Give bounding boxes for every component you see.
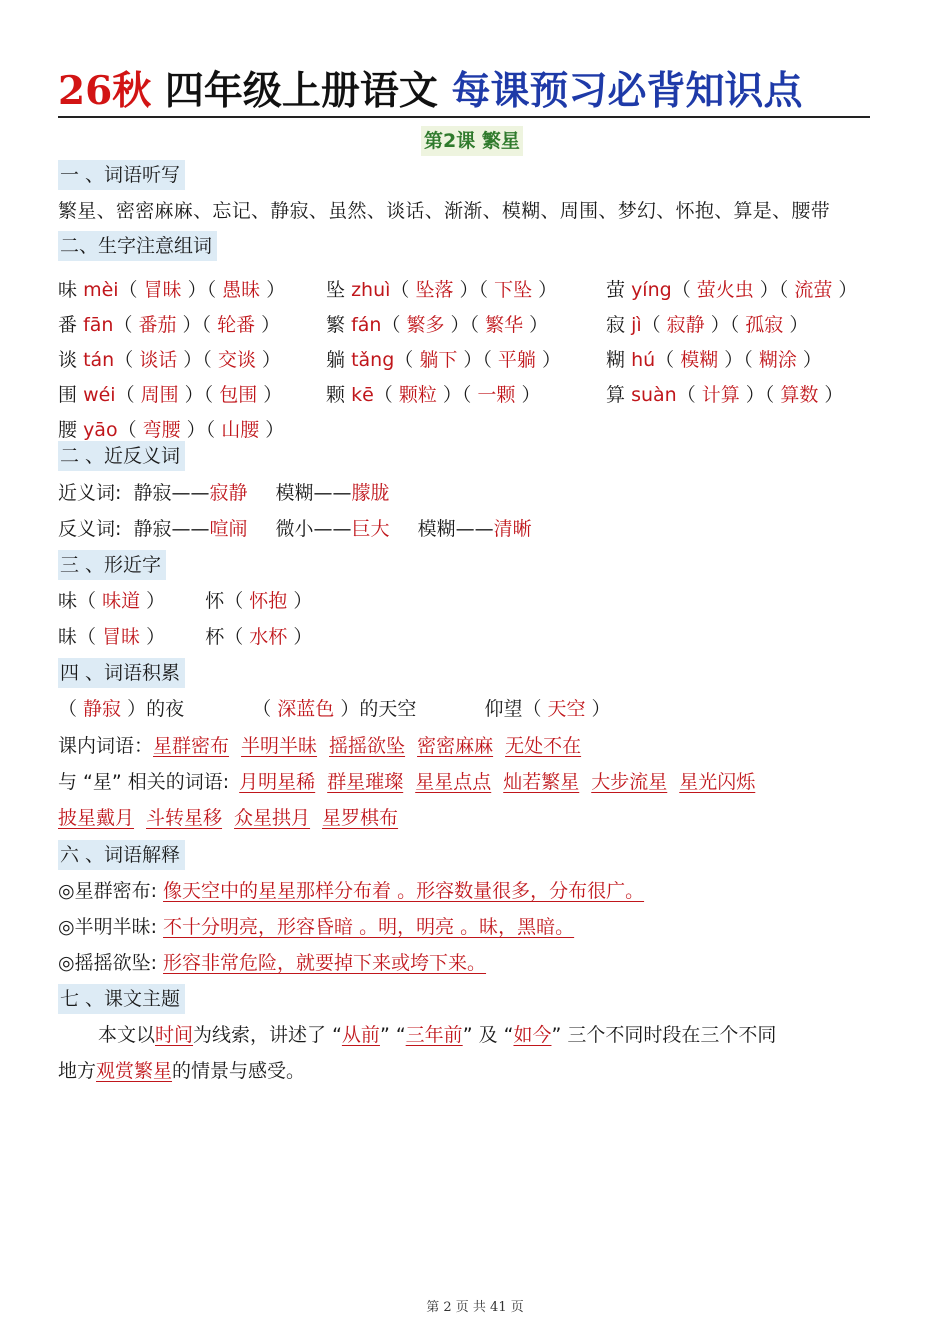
- compound-word: 交谈: [217, 349, 256, 371]
- character-entry: 番 fān（ 番茄 ）（ 轮番 ）: [58, 314, 281, 336]
- vocab-word: 星光闪烁: [679, 771, 756, 793]
- theme-text: ” 及 “: [462, 1024, 514, 1046]
- character: 味: [58, 279, 78, 301]
- vocab-word: 斗转星移: [146, 807, 223, 829]
- character-entry: 腰 yāo（ 弯腰 ）（ 山腰 ）: [58, 419, 285, 441]
- vocab-word: 摇摇欲坠: [329, 735, 406, 757]
- star-words: [58, 767, 767, 797]
- character: 躺: [326, 349, 346, 371]
- similar-row: 昧（ 冒昧 ） 杯（ 水杯 ）: [58, 626, 313, 648]
- compound-word: 番茄: [138, 314, 177, 336]
- character-entry: 围 wéi（ 周围 ）（ 包围 ）: [58, 384, 283, 406]
- pinyin: hú: [631, 349, 656, 371]
- vocab-word: 星群密布: [153, 735, 230, 757]
- pinyin: fán: [351, 314, 382, 336]
- antonym-b: 喧闹: [209, 518, 248, 540]
- pinyin: yāo: [83, 419, 118, 441]
- character-entry: 颗 kē（ 颗粒 ）（ 一颗 ）: [326, 384, 541, 406]
- similar-char: 杯: [205, 626, 225, 648]
- explain-term: ◎半明半昧:: [58, 916, 157, 938]
- fill-in-phrases: （ 静寂 ）的夜 （ 深蓝色 ）的天空 仰望（ 天空 ）: [58, 698, 611, 720]
- theme-text: 的情景与感受。: [172, 1060, 306, 1082]
- similar-char: 怀: [205, 590, 225, 612]
- fill-word: 静寂: [83, 698, 122, 720]
- in-class-label: 课内词语：: [58, 735, 154, 757]
- theme-keyword: 从前: [341, 1024, 380, 1046]
- explain-definition: 像天空中的星星那样分布着 。形容数量很多，分布很广。: [163, 880, 645, 902]
- character-entry: 寂 jì（ 寂静 ）（ 孤寂 ）: [606, 314, 809, 336]
- character-entry: 谈 tán（ 谈话 ）（ 交谈 ）: [58, 349, 281, 371]
- compound-word: 谈话: [139, 349, 178, 371]
- antonym-dash: ——: [171, 518, 210, 540]
- fill-text: 仰望: [484, 698, 523, 720]
- theme-text: 地方: [58, 1060, 97, 1082]
- lesson-title: 第2课 繁星: [421, 126, 523, 156]
- character-entry: 糊 hú（ 模糊 ）（ 糊涂 ）: [606, 349, 822, 371]
- star-words-label: 与 “星” 相关的词语:: [58, 771, 230, 793]
- similar-word: 冒昧: [102, 626, 141, 648]
- section-heading-similar-chars: 三 、形近字: [58, 550, 166, 580]
- compound-word: 周围: [140, 384, 179, 406]
- character-entry: 坠 zhuì（ 坠落 ）（ 下坠 ）: [326, 279, 558, 301]
- pinyin: mèi: [83, 279, 119, 301]
- pinyin: zhuì: [351, 279, 391, 301]
- theme-text: ” “: [379, 1024, 406, 1046]
- compound-word: 躺下: [419, 349, 458, 371]
- synonym-a: 静寂: [133, 482, 172, 504]
- character: 繁: [326, 314, 346, 336]
- dictation-words: 繁星、密密麻麻、忘记、静寂、虽然、谈话、渐渐、模糊、周围、梦幻、怀抱、算是、腰带: [58, 200, 831, 222]
- similar-char: 味: [58, 590, 78, 612]
- compound-word: 计算: [701, 384, 740, 406]
- similar-word: 味道: [102, 590, 141, 612]
- character-entry: 味 mèi（ 冒昧 ）（ 愚昧 ）: [58, 279, 286, 301]
- pinyin: tán: [83, 349, 115, 371]
- synonyms-label: 近义词:: [58, 482, 122, 504]
- compound-word: 山腰: [221, 419, 260, 441]
- similar-word: 怀抱: [249, 590, 288, 612]
- explain-row: [58, 912, 574, 942]
- similar-row: 味（ 味道 ） 怀（ 怀抱 ）: [58, 590, 313, 612]
- title-subject: 每课预习必背知识点: [451, 69, 803, 114]
- character-entry: 算 suàn（ 计算 ）（ 算数 ）: [606, 384, 844, 406]
- pinyin: jì: [631, 314, 642, 336]
- theme-text: 为线索，讲述了 “: [193, 1024, 342, 1046]
- compound-word: 冒昧: [143, 279, 182, 301]
- fill-text: 的夜: [146, 698, 185, 720]
- explain-term: ◎星群密布:: [58, 880, 157, 902]
- theme-keyword: 三年前: [405, 1024, 463, 1046]
- section-heading-synonyms: 二 、近反义词: [58, 441, 185, 471]
- compound-word: 轮番: [217, 314, 256, 336]
- vocab-word: 半明半昧: [241, 735, 318, 757]
- similar-char: 昧: [58, 626, 78, 648]
- section-heading-theme: 七 、课文主题: [58, 984, 185, 1014]
- antonym-a: 静寂: [133, 518, 172, 540]
- section-heading-accumulation: 四 、词语积累: [58, 658, 185, 688]
- explain-row: [58, 876, 644, 906]
- pinyin: yíng: [631, 279, 672, 301]
- character: 坠: [326, 279, 346, 301]
- similar-word: 水杯: [249, 626, 288, 648]
- antonyms-label: 反义词:: [58, 518, 122, 540]
- compound-word: 平躺: [497, 349, 536, 371]
- antonym-dash: ——: [313, 518, 352, 540]
- character-entry: 繁 fán（ 繁多 ）（ 繁华 ）: [326, 314, 549, 336]
- synonym-b: 朦胧: [351, 482, 390, 504]
- compound-word: 寂静: [666, 314, 705, 336]
- explain-definition: 不十分明亮，形容昏暗 。明，明亮 。昧，黑暗。: [163, 916, 575, 938]
- pinyin: tǎng: [351, 349, 395, 371]
- character: 腰: [58, 419, 78, 441]
- synonym-b: 寂静: [209, 482, 248, 504]
- vocab-word: 群星璀璨: [327, 771, 404, 793]
- synonym-dash: ——: [171, 482, 210, 504]
- character: 糊: [606, 349, 626, 371]
- theme-keyword: 如今: [513, 1024, 552, 1046]
- title-year: 26秋: [58, 68, 152, 114]
- antonym-dash: ——: [455, 518, 494, 540]
- compound-word: 弯腰: [142, 419, 181, 441]
- character-entry: 萤 yíng（ 萤火虫 ）（ 流萤 ）: [606, 279, 858, 301]
- compound-word: 一颗: [477, 384, 516, 406]
- pinyin: fān: [83, 314, 114, 336]
- compound-word: 流萤: [794, 279, 833, 301]
- page-footer: 第 2 页 共 41 页: [426, 1300, 524, 1315]
- antonym-a: 微小: [275, 518, 314, 540]
- explain-row: [58, 948, 486, 978]
- character: 颗: [326, 384, 346, 406]
- pinyin: suàn: [631, 384, 677, 406]
- section-heading-characters: 二、生字注意组词: [58, 231, 217, 261]
- compound-word: 坠落: [415, 279, 454, 301]
- compound-word: 糊涂: [758, 349, 797, 371]
- page-title: [58, 66, 870, 118]
- theme-paragraph-line2: [58, 1056, 305, 1086]
- synonym-dash: ——: [313, 482, 352, 504]
- star-words-continued: [58, 803, 410, 833]
- section-heading-explanation: 六 、词语解释: [58, 840, 185, 870]
- section-heading-dictation: 一 、词语听写: [58, 160, 185, 190]
- antonym-a: 模糊: [417, 518, 456, 540]
- fill-word: 深蓝色: [277, 698, 335, 720]
- theme-keyword: 观赏繁星: [96, 1060, 173, 1082]
- character: 算: [606, 384, 626, 406]
- compound-word: 孤寂: [745, 314, 784, 336]
- vocab-word: 灿若繁星: [503, 771, 580, 793]
- pinyin: wéi: [83, 384, 116, 406]
- vocab-word: 众星拱月: [234, 807, 311, 829]
- theme-text: 本文以: [98, 1024, 156, 1046]
- antonym-b: 清晰: [493, 518, 532, 540]
- fill-word: 天空: [547, 698, 586, 720]
- compound-word: 下坠: [494, 279, 533, 301]
- synonyms-line: [58, 478, 390, 508]
- compound-word: 模糊: [680, 349, 719, 371]
- character: 围: [58, 384, 78, 406]
- title-grade: 四年级上册语文: [151, 69, 452, 114]
- pinyin: kē: [351, 384, 374, 406]
- compound-word: 愚昧: [222, 279, 261, 301]
- vocab-word: 无处不在: [505, 735, 582, 757]
- theme-paragraph-line1: [98, 1020, 776, 1050]
- vocab-word: 星罗棋布: [322, 807, 399, 829]
- in-class-words: [58, 731, 593, 761]
- theme-keyword: 时间: [155, 1024, 194, 1046]
- compound-word: 算数: [780, 384, 819, 406]
- explain-term: ◎摇摇欲坠:: [58, 952, 157, 974]
- character: 番: [58, 314, 78, 336]
- compound-word: 颗粒: [398, 384, 437, 406]
- compound-word: 繁多: [406, 314, 445, 336]
- fill-text: 的天空: [359, 698, 417, 720]
- vocab-word: 披星戴月: [58, 807, 135, 829]
- compound-word: 萤火虫: [696, 279, 754, 301]
- vocab-word: 密密麻麻: [417, 735, 494, 757]
- explain-definition: 形容非常危险，就要掉下来或垮下来。: [163, 952, 487, 974]
- vocab-word: 大步流星: [591, 771, 668, 793]
- compound-word: 繁华: [485, 314, 524, 336]
- vocab-word: 星星点点: [415, 771, 492, 793]
- antonyms-line: [58, 514, 532, 544]
- vocab-word: 月明星稀: [239, 771, 316, 793]
- antonym-b: 巨大: [351, 518, 390, 540]
- theme-text: ” 三个不同时段在三个不同: [551, 1024, 777, 1046]
- character: 萤: [606, 279, 626, 301]
- character: 寂: [606, 314, 626, 336]
- synonym-a: 模糊: [275, 482, 314, 504]
- compound-word: 包围: [219, 384, 258, 406]
- character: 谈: [58, 349, 78, 371]
- character-entry: 躺 tǎng（ 躺下 ）（ 平躺 ）: [326, 349, 561, 371]
